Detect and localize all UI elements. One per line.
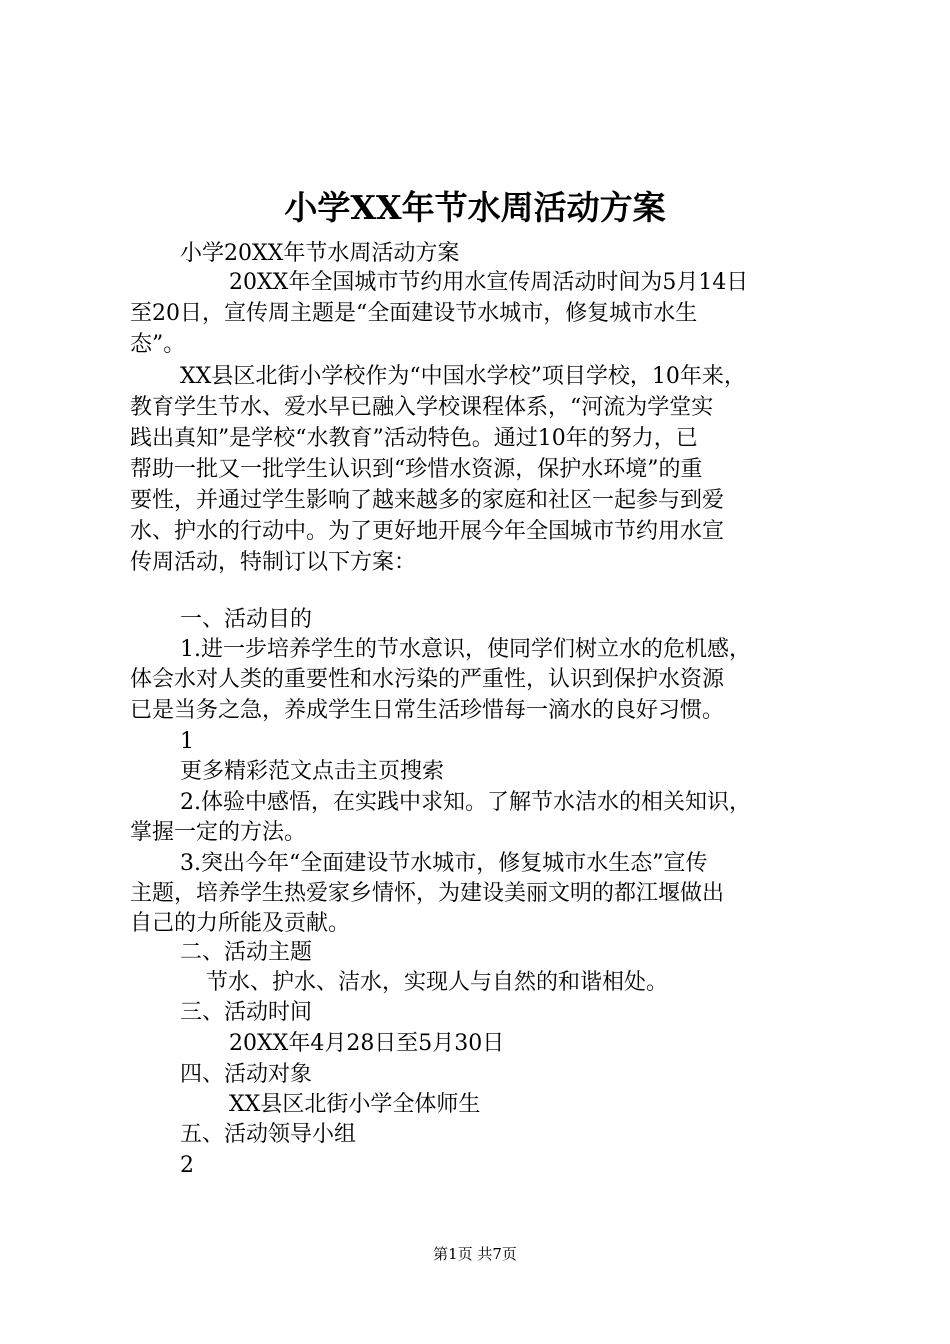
- paragraph-line: 节水、护水、洁水，实现人与自然的和谐相处。: [206, 970, 669, 995]
- document-title: 小学XX年节水周活动方案: [284, 188, 666, 227]
- paragraph-line: 传周活动，特制订以下方案：: [130, 550, 417, 575]
- paragraph-line: 教育学生节水、爱水早已融入学校课程体系，“河流为学堂实: [130, 395, 714, 420]
- paragraph-line: 掌握一定的方法。: [130, 820, 307, 845]
- paragraph-line: XX县区北街小学校作为“中国水学校”项目学校，10年来，: [180, 364, 746, 389]
- document-subtitle: 小学20XX年节水周活动方案: [180, 241, 460, 266]
- inline-page-number: 2: [180, 1153, 194, 1178]
- paragraph-line: 3.突出今年“全面建设节水城市，修复城市水生态”宣传: [180, 851, 708, 876]
- paragraph-line: 自己的力所能及贡献。: [130, 911, 351, 936]
- section-heading: 四、活动对象: [180, 1062, 313, 1087]
- paragraph-line: 2.体验中感悟，在实践中求知。了解节水洁水的相关知识，: [180, 790, 751, 815]
- section-heading: 二、活动主题: [180, 940, 313, 965]
- paragraph-line: 20XX年4月28日至5月30日: [229, 1031, 505, 1056]
- section-heading: 三、活动时间: [180, 1000, 313, 1025]
- paragraph-line: 体会水对人类的重要性和水污染的严重性，认识到保护水资源: [130, 667, 725, 692]
- paragraph-line: 1.进一步培养学生的节水意识，使同学们树立水的危机感，: [180, 637, 751, 662]
- page-footer: 第1页 共7页: [433, 1245, 517, 1263]
- paragraph-line: 至20日，宣传周主题是“全面建设节水城市，修复城市水生: [130, 301, 698, 326]
- section-heading: 一、活动目的: [180, 607, 313, 632]
- section-heading: 五、活动领导小组: [180, 1122, 357, 1147]
- paragraph-line: XX县区北街小学全体师生: [229, 1092, 481, 1117]
- paragraph-line: 主题，培养学生热爱家乡情怀，为建设美丽文明的都江堰做出: [130, 881, 725, 906]
- paragraph-line: 帮助一批又一批学生认识到“珍惜水资源，保护水环境”的重: [130, 457, 703, 482]
- paragraph-line: 践出真知”是学校“水教育”活动特色。通过10年的努力，已: [130, 426, 698, 451]
- paragraph-line: 要性，并通过学生影响了越来越多的家庭和社区一起参与到爱: [130, 488, 725, 513]
- paragraph-line: 20XX年全国城市节约用水宣传周活动时间为5月14日: [229, 270, 749, 295]
- inline-page-number: 1: [180, 729, 194, 754]
- paragraph-line: 已是当务之急，养成学生日常生活珍惜每一滴水的良好习惯。: [130, 698, 725, 723]
- paragraph-line: 水、护水的行动中。为了更好地开展今年全国城市节约用水宣: [130, 519, 725, 544]
- paragraph-line: 态”。: [130, 332, 186, 357]
- promo-text: 更多精彩范文点击主页搜索: [180, 759, 445, 784]
